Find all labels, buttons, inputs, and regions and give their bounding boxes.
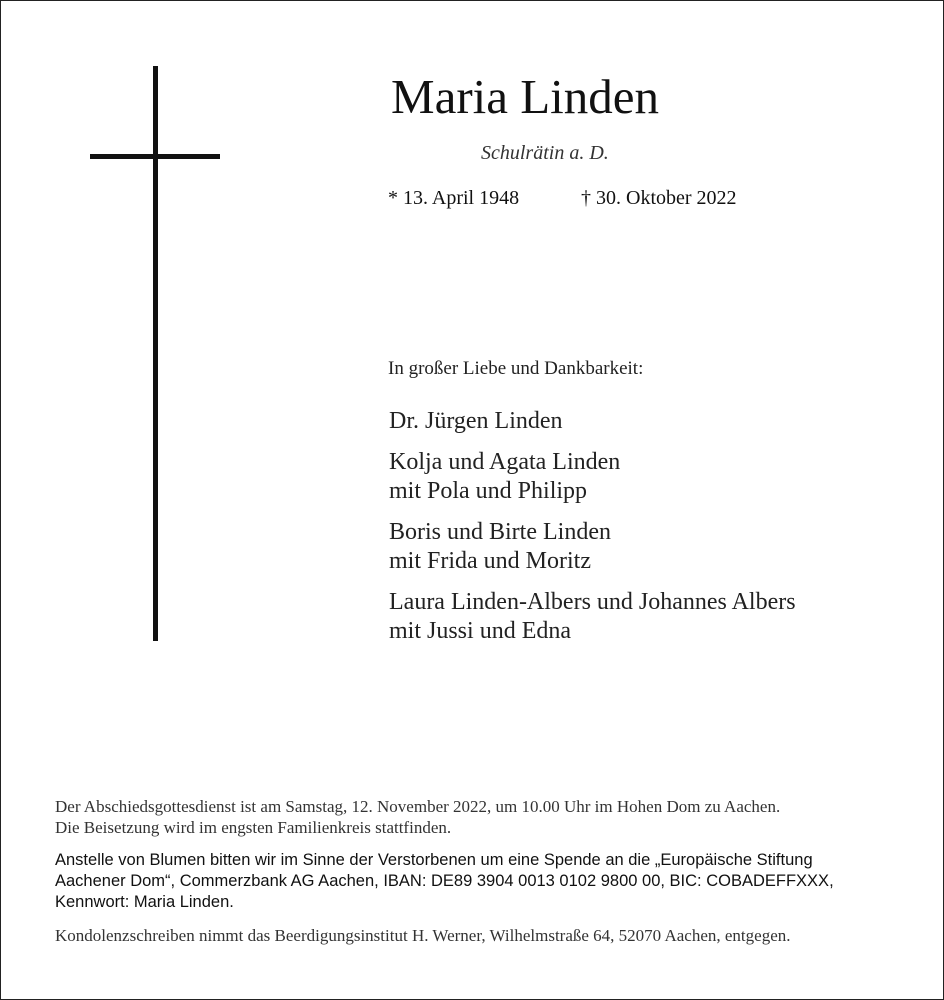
mourner-line: Kolja und Agata Linden [389,449,621,475]
mourner-line: Boris und Birte Linden [389,519,611,545]
mourner-group [389,518,796,576]
mourner-line: mit Frida und Moritz [389,548,591,574]
deceased-title: Schulrätin a. D. [481,142,609,164]
cross-icon [153,66,158,641]
donation-line: Aachener Dom“, Commerzbank AG Aachen, IBAN: DE89 3904 0013 0102 9800 00, BIC: COBADEFFXXX, [55,872,834,890]
birth-date: * 13. April 1948 [388,187,520,209]
mourners-intro: In großer Liebe und Dankbarkeit: [388,358,644,379]
donation-line: Anstelle von Blumen bitten wir im Sinne der Verstorbenen um eine Spende an die „Europäische Stiftung [55,851,813,869]
service-line: Der Abschiedsgottesdienst ist am Samstag, 12. November 2022, um 10.00 Uhr im Hohen Dom zu Aachen. [55,797,781,816]
mourner-line: Dr. Jürgen Linden [389,408,563,434]
mourner-line: Laura Linden-Albers und Johannes Albers [389,589,796,615]
service-info [55,796,915,838]
mourner-line: mit Pola und Philipp [389,478,588,504]
mourner-group [389,407,796,436]
deceased-name: Maria Linden [391,69,660,124]
mourners-list [389,407,796,658]
donation-line: Kennwort: Maria Linden. [55,893,234,911]
mourner-line: mit Jussi und Edna [389,618,572,644]
condolence-info [55,925,915,946]
mourner-group [389,448,796,506]
cross-icon-crossbar [90,154,220,159]
mourner-group [389,588,796,646]
service-line: Die Beisetzung wird im engsten Familienkreis stattfinden. [55,818,452,837]
donation-info [55,850,915,913]
condolence-line: Kondolenzschreiben nimmt das Beerdigungsinstitut H. Werner, Wilhelmstraße 64, 52070 Aachen, entgegen. [55,926,791,945]
death-date: † 30. Oktober 2022 [581,187,737,209]
